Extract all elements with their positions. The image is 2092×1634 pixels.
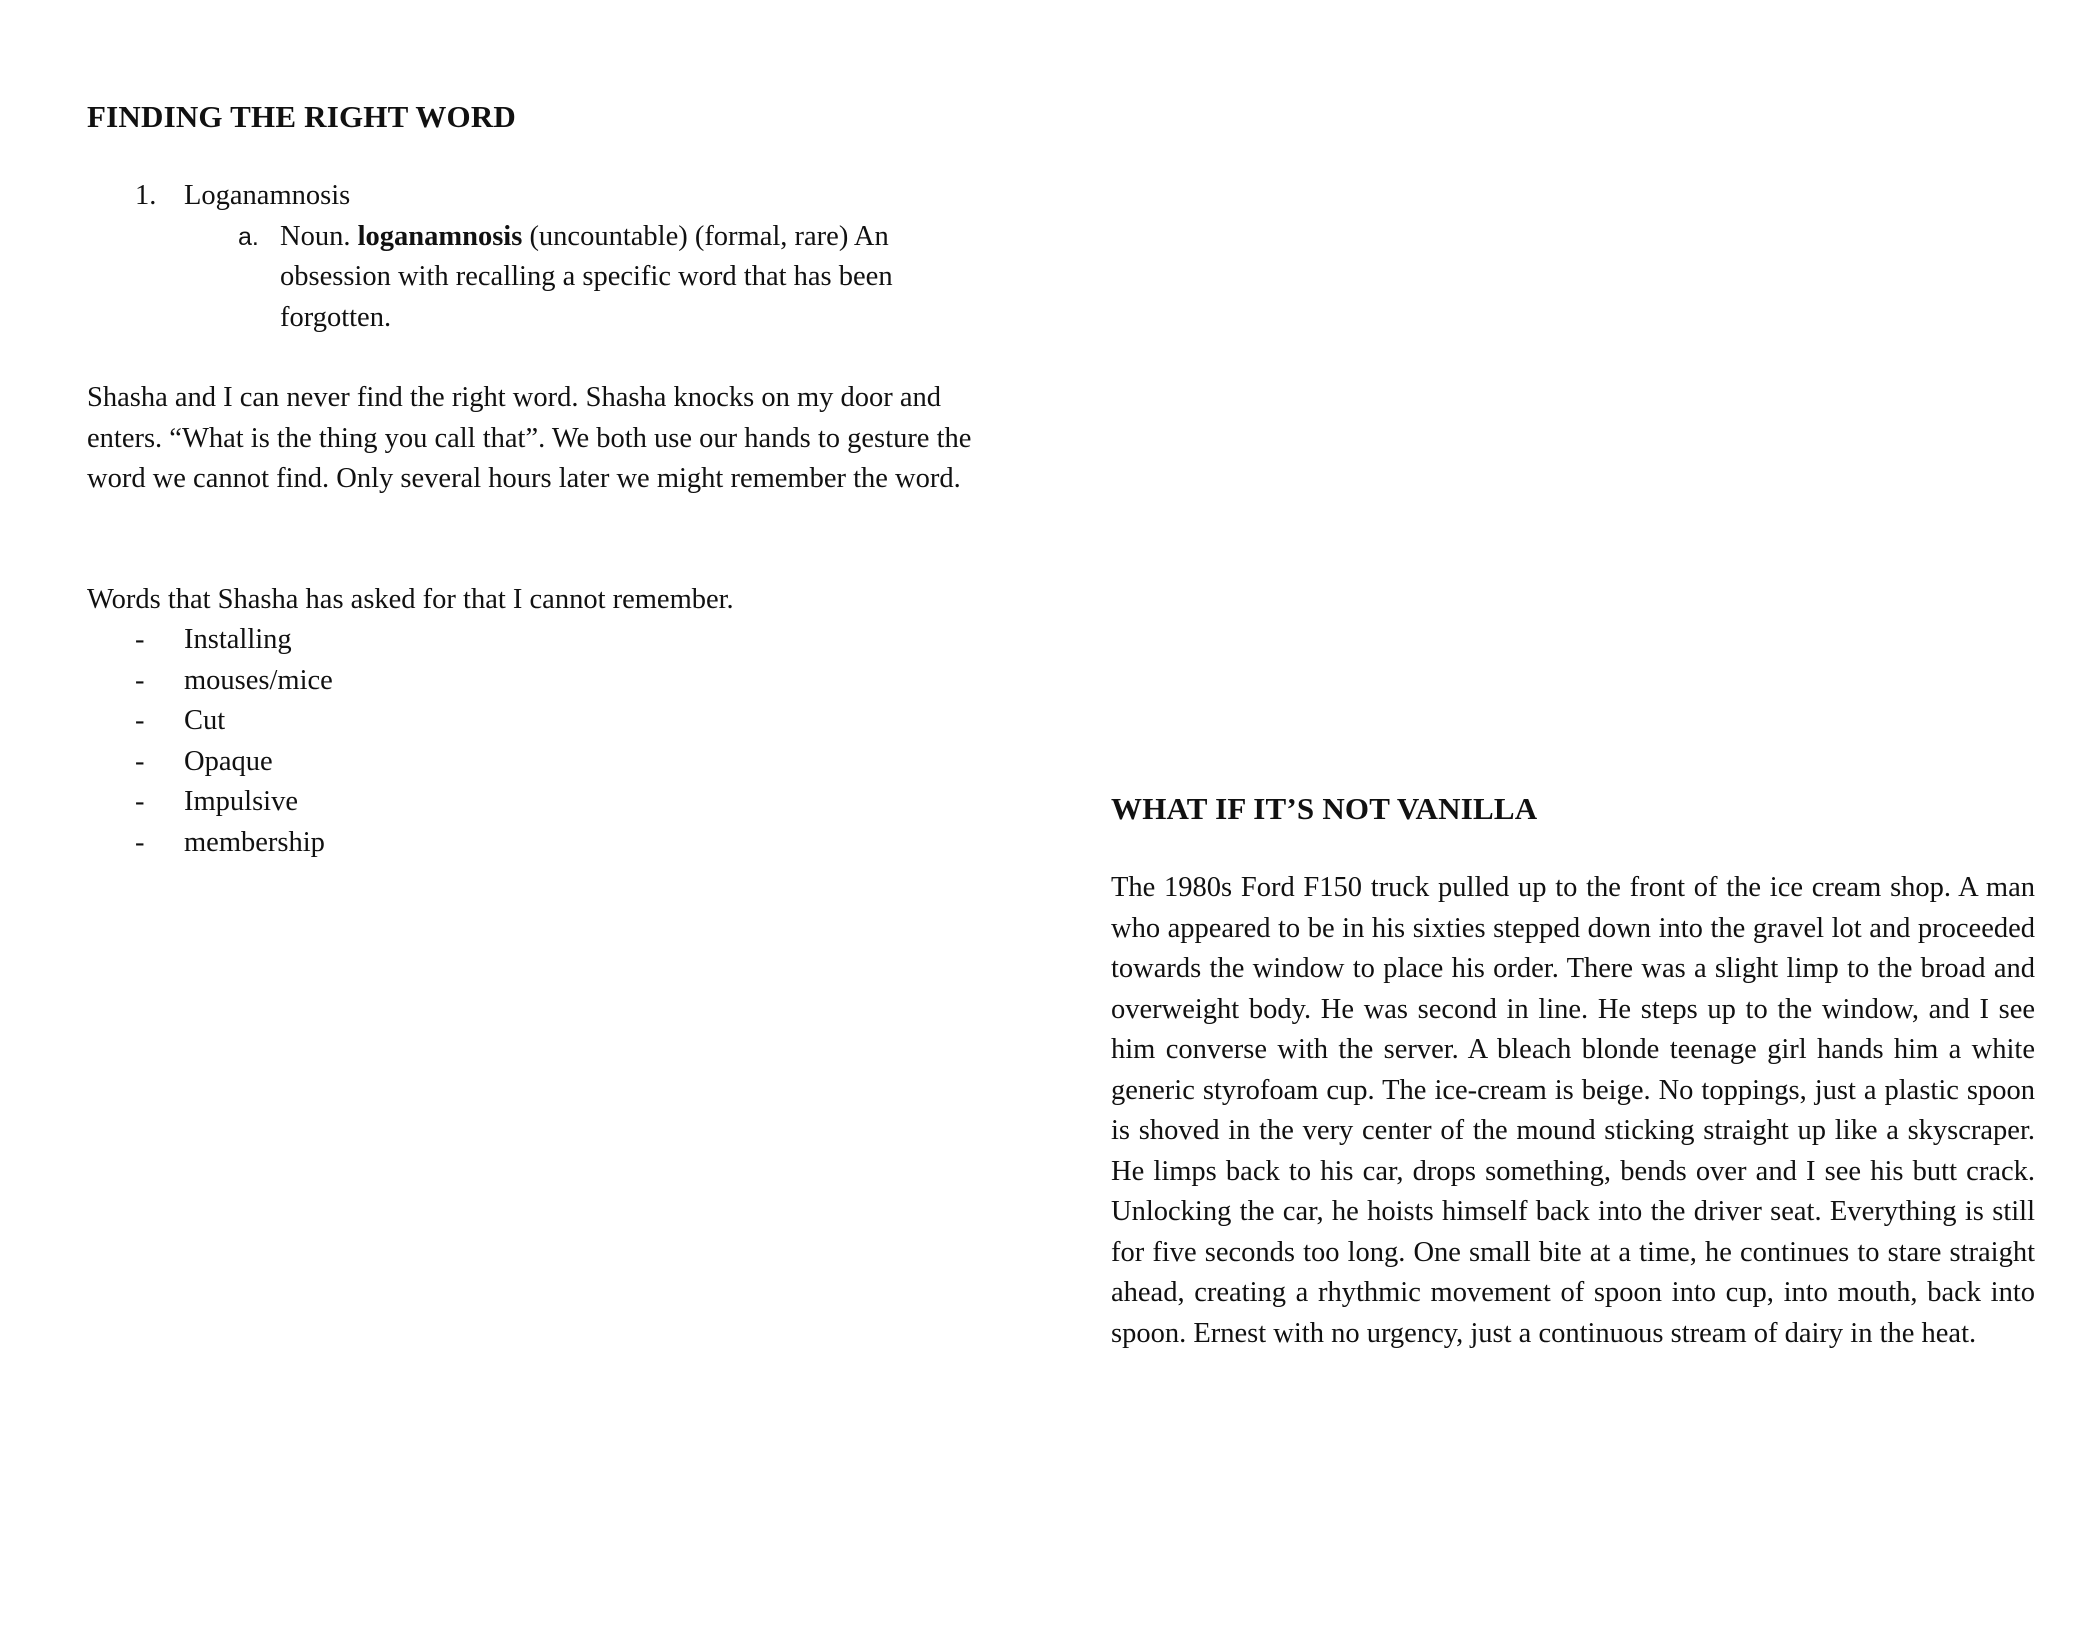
right-page [1046,0,2092,1634]
definition-sublist [184,217,967,339]
dash-marker: - [135,826,145,858]
list-item [87,661,979,702]
word-text: Installing [184,624,292,655]
dash-marker: - [135,624,145,655]
list-item [87,620,979,661]
list-item [87,823,979,864]
word-text: Cut [184,705,226,736]
list-item [87,742,979,783]
definition-item [87,176,967,338]
story-paragraph: The 1980s Ford F150 truck pulled up to the front of the ice cream shop. A man who appeared to be in his sixties stepped down into the gravel lot and proceeded towards the window to place his order. There was a slight limp to the broad and overweight body. He was second in line. He steps up to the window, and I see him converse with the server. A bleach blonde teenage girl hands him a white generic styrofoam cup. The ice-cream is beige. No toppings, just a plastic spoon is shoved in the very center of the mound sticking straight up like a skyscraper. He limps back to his car, drops something, bends over and I see his butt crack. Unlocking the car, he hoists himself back into the driver seat. Everything is still for five seconds too long. One small bite at a time, he continues to stare straight ahead, creating a rhythmic movement of spoon into cup, into mouth, back into spoon. Ernest with no urgency, just a continuous stream of dairy in the heat. [1111,872,2035,1349]
list-item [87,701,979,742]
word-text: Impulsive [184,786,298,817]
dash-marker: - [135,745,145,777]
word-text: Opaque [184,745,273,777]
forgotten-words-list [87,620,979,863]
bold-term: loganamnosis [357,220,523,252]
list-item [87,782,979,823]
words-intro: Words that Shasha has asked for that I cannot remember. [87,584,734,615]
page-heading: WHAT IF IT’S NOT VANILLA [1111,791,1538,826]
definition-list [87,176,967,338]
definition-subitem [184,217,910,339]
page-heading: FINDING THE RIGHT WORD [87,99,517,134]
dash-marker: - [135,664,145,696]
dash-marker: - [135,786,145,817]
body-paragraph: Shasha and I can never find the right word. Shasha knocks on my door and enters. “What is the thing you call that”. We both use our hands to gesture the word we cannot find. Only several hours later we might remember the word. [87,382,972,494]
word-text: mouses/mice [184,664,333,696]
list-number: 1. [135,180,157,211]
definition-text: (uncountable) (formal, rare) An obsession with recalling a specific word that has been forgotten. [280,220,893,333]
part-of-speech: Noun. [280,220,351,252]
definition-term: Loganamnosis [184,180,351,211]
dash-marker: - [135,705,145,736]
word-text: membership [184,826,325,858]
sublist-letter: a. [238,222,259,251]
